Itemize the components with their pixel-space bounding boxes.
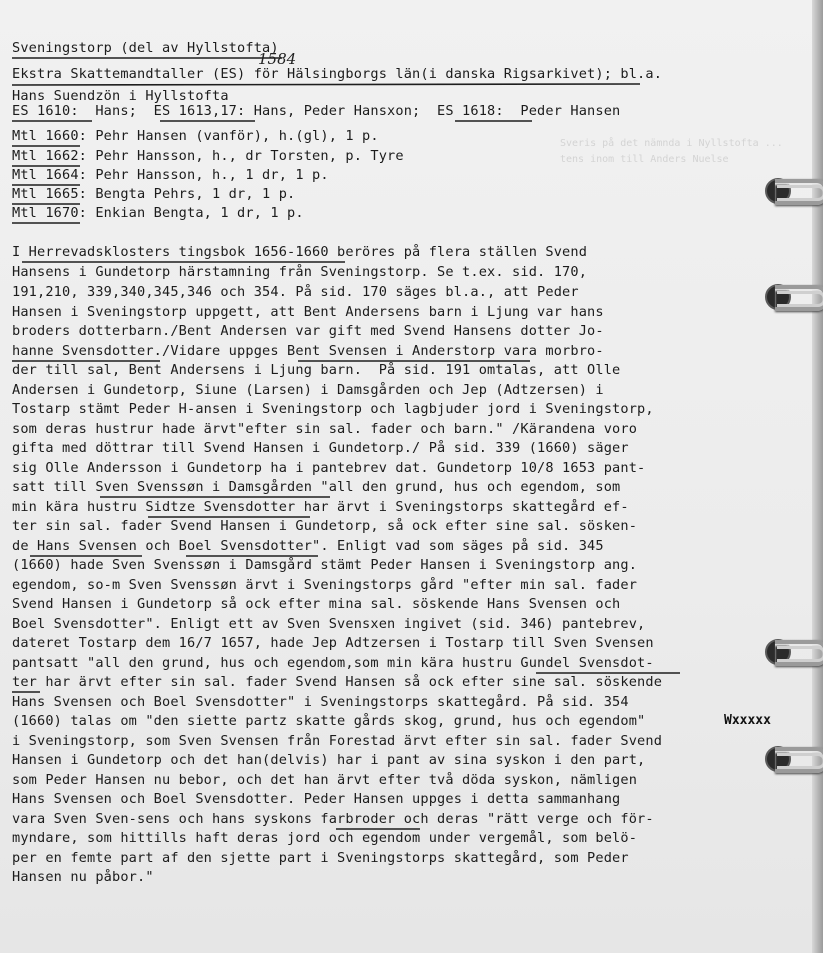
text-line: Mtl 1664: Pehr Hansson, h., 1 dr, 1 p.: [12, 167, 329, 183]
text-line: som deras hustrur hade ärvt"efter sin sal. fader och barn." /Kärandena voro: [12, 421, 638, 437]
text-line: pantsatt "all den grund, hus och egendom,som min kära hustru Gundel Svensdot-: [12, 655, 654, 671]
text-line: per en femte part af den sjette part i Sveningstorps skattegård, som Peder: [12, 850, 629, 866]
text-line: Hansen nu påbor.": [12, 869, 154, 885]
text-line: Andersen i Gundetorp, Siune (Larsen) i Damsgården och Jep (Adtzersen) i: [12, 382, 604, 398]
underline-ekstra: [12, 84, 640, 85]
text-line: 191,210, 339,340,345,346 och 354. På sid. 170 säges bl.a., att Peder: [12, 284, 579, 300]
text-line: (1660) hade Sven Svenssøn i Damsgård stämt Peder Hansen i Sveningstorp ang.: [12, 557, 638, 573]
text-line: sig Olle Andersson i Gundetorp ha i pantebrev dat. Gundetorp 10/8 1653 pant-: [12, 460, 646, 476]
text-line: Hans Svensen och Boel Svensdotter" i Sveningstorps skattegård. På sid. 354: [12, 694, 629, 710]
bleed-through-line-2: tens inom till Anders Nuelse: [560, 154, 729, 165]
text-line: egendom, so-m Sven Svenssøn ärvt i Sveningstorps gård "efter min sal. fader: [12, 577, 638, 593]
text-line: myndare, som hittills haft deras jord och egendom under vergemål, som belö-: [12, 830, 638, 846]
document-title: Sveningstorp (del av Hyllstofta): [12, 40, 279, 56]
binder-ring-4: [763, 740, 823, 772]
text-line: Tostarp stämt Peder H-ansen i Sveningstorp och lagbjuder jord i Sveningstorp,: [12, 401, 654, 417]
handwritten-year: 1584: [258, 50, 297, 68]
text-line: min kära hustru Sidtze Svensdotter har ärvt i Sveningstorps skattegård ef-: [12, 499, 629, 515]
text-line: ter har ärvt efter sin sal. fader Svend Hansen så ock efter sine sal. söskende: [12, 674, 663, 690]
text-line: Mtl 1670: Enkian Bengta, 1 dr, 1 p.: [12, 205, 304, 221]
text-line: ES 1610: Hans; ES 1613,17: Hans, Peder Hansxon; ES 1618: Peder Hansen: [12, 103, 621, 119]
text-line: I Herrevadsklosters tingsbok 1656-1660 beröres på flera ställen Svend: [12, 244, 588, 260]
text-line: dateret Tostarp dem 16/7 1657, hade Jep Adtzersen i Tostarp till Sven Svensen: [12, 635, 654, 651]
text-line: Mtl 1662: Pehr Hansson, h., dr Torsten, p. Tyre: [12, 148, 404, 164]
text-line: de Hans Svensen och Boel Svensdotter". Enligt vad som säges på sid. 345: [12, 538, 604, 554]
text-line: ter sin sal. fader Svend Hansen i Gundetorp, så ock efter sine sal. sösken-: [12, 518, 638, 534]
text-line: Hans Svensen och Boel Svensdotter. Peder Hansen uppges i detta sammanhang: [12, 791, 621, 807]
text-line: som Peder Hansen nu bebor, och det han ärvt efter två döda syskon, nämligen: [12, 772, 638, 788]
binder-ring-2: [763, 278, 823, 310]
text-line: Boel Svensdotter". Enligt ett av Sven Svensxen ingivet (sid. 346) pantebrev,: [12, 616, 646, 632]
text-line: i Sveningstorp, som Sven Svensen från Forestad ärvt efter sin sal. fader Svend: [12, 733, 663, 749]
text-line: satt till Sven Svenssøn i Damsgården "all den grund, hus och egendom, som: [12, 479, 621, 495]
text-line: Ekstra Skattemandtaller (ES) för Hälsingborgs län(i danska Rigsarkivet); bl.a.: [12, 66, 663, 82]
text-line: Mtl 1660: Pehr Hansen (vanför), h.(gl), 1 p.: [12, 128, 379, 144]
binder-ring-3: [763, 633, 823, 665]
text-line: Svend Hansen i Gundetorp så ock efter mina sal. söskende Hans Svensen och: [12, 596, 621, 612]
text-line: Hansen i Sveningstorp uppgett, att Bent Andersens barn i Ljung var hans: [12, 304, 604, 320]
text-line: der till sal, Bent Andersens i Ljung barn. På sid. 191 omtalas, att Olle: [12, 362, 621, 378]
text-line: vara Sven Sven-sens och hans syskons farbroder och deras "rätt verge och för-: [12, 811, 654, 827]
text-line: Hans Suendzön i Hyllstofta: [12, 88, 229, 104]
binder-ring-1: [763, 172, 823, 204]
text-line: Hansen i Gundetorp och det han(delvis) har i pant av sina syskon i den part,: [12, 752, 646, 768]
page-edge-shadow: [812, 0, 823, 953]
text-line: Mtl 1665: Bengta Pehrs, 1 dr, 1 p.: [12, 186, 296, 202]
text-line: hanne Svensdotter./Vidare uppges Bent Svensen i Anderstorp vara morbro-: [12, 343, 604, 359]
text-line: Hansens i Gundetorp härstamning från Sveningstorp. Se t.ex. sid. 170,: [12, 264, 588, 280]
margin-text: Wxxxxx: [724, 713, 771, 728]
bleed-through-line-1: Sveris på det nämnda i Nyllstofta ...: [560, 138, 783, 149]
text-line: (1660) talas om "den siette partz skatte gårds skog, grund, hus och egendom": [12, 713, 646, 729]
text-line: gifta med döttrar till Svend Hansen i Gundetorp./ På sid. 339 (1660) säger: [12, 440, 629, 456]
text-line: broders dotterbarn./Bent Andersen var gift med Svend Hansens dotter Jo-: [12, 323, 604, 339]
